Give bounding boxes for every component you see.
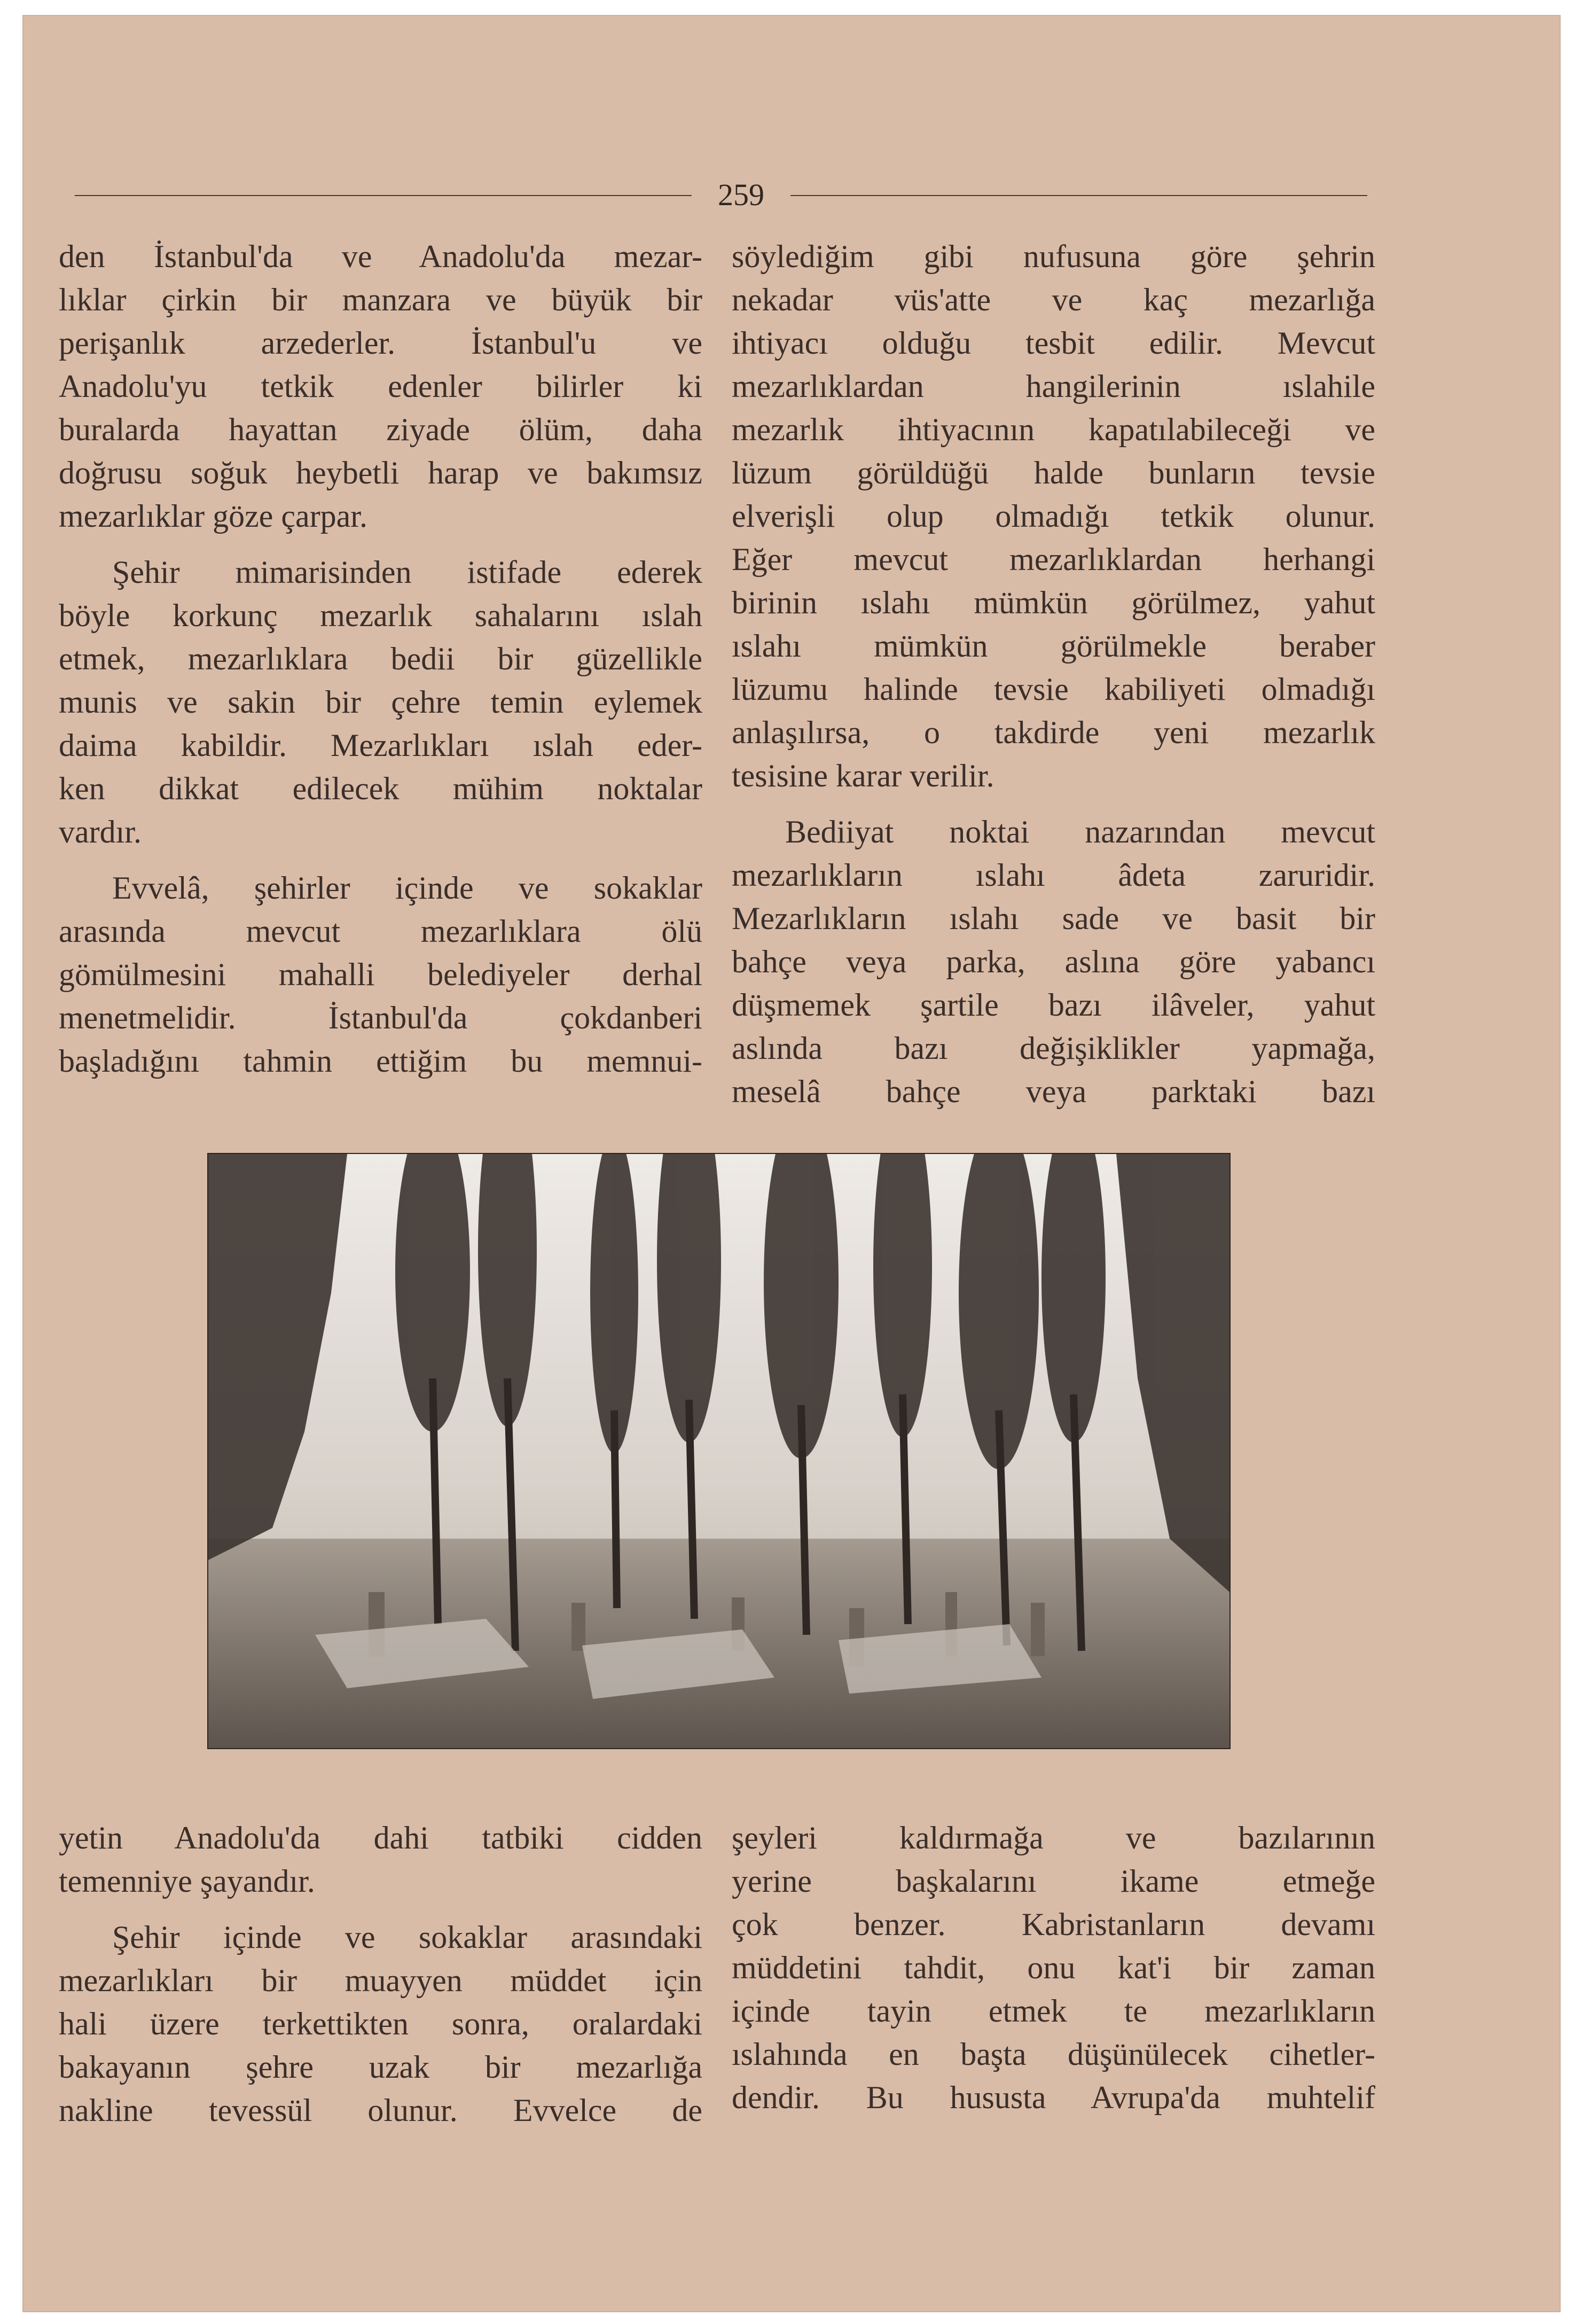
text-line: lüzum görüldüğü halde bunların tevsie: [732, 455, 1375, 490]
page-header: [75, 177, 1367, 212]
text-line: arasında mevcut mezarlıklara ölü: [59, 914, 702, 949]
text-column-bottom-right: [732, 1816, 1375, 2119]
text-line: mezarlıkların ıslahı âdeta zaruridir.: [732, 857, 1375, 893]
text-line: Evvelâ, şehirler içinde ve sokaklar: [112, 870, 702, 906]
cemetery-photograph: [207, 1153, 1231, 1749]
text-line: buralarda hayattan ziyade ölüm, daha: [59, 412, 702, 447]
text-line: Şehir içinde ve sokaklar arasındaki: [112, 1920, 702, 1955]
text-line: şeyleri kaldırmağa ve bazılarının: [732, 1820, 1375, 1855]
text-line: gömülmesini mahalli belediyeler derhal: [59, 957, 702, 992]
text-line: Anadolu'yu tetkik edenler bilirler ki: [59, 369, 702, 404]
text-line: perişanlık arzederler. İstanbul'u ve: [59, 325, 702, 361]
text-line: anlaşılırsa, o takdirde yeni mezarlık: [732, 715, 1375, 750]
text-line: Bediiyat noktai nazarından mevcut: [785, 814, 1375, 849]
text-line: Mezarlıkların ıslahı sade ve basit bir: [732, 901, 1375, 936]
text-line: doğrusu soğuk heybetli harap ve bakımsız: [59, 455, 702, 490]
paragraph-gap: [59, 538, 702, 551]
text-line: temenniye şayandır.: [59, 1863, 315, 1899]
text-line: menetmelidir. İstanbul'da çokdanberi: [59, 1000, 702, 1035]
text-line: ken dikkat edilecek mühim noktalar: [59, 771, 702, 806]
text-line: daima kabildir. Mezarlıkları ıslah eder-: [59, 728, 702, 763]
paragraph-gap: [59, 854, 702, 867]
text-line: ıslahı mümkün görülmekle beraber: [732, 628, 1375, 664]
text-line: müddetini tahdit, onu kat'i bir zaman: [732, 1950, 1375, 1985]
text-line: nakline tevessül olunur. Evvelce de: [59, 2093, 702, 2128]
text-line: yerine başkalarını ikame etmeğe: [732, 1863, 1375, 1899]
text-line: etmek, mezarlıklara bedii bir güzellikle: [59, 641, 702, 676]
text-line: içinde tayin etmek te mezarlıkların: [732, 1993, 1375, 2029]
text-line: dendir. Bu hususta Avrupa'da muhtelif: [732, 2080, 1375, 2115]
text-line: munis ve sakin bir çehre temin eylemek: [59, 684, 702, 720]
header-rule-left: [75, 195, 692, 196]
text-line: çok benzer. Kabristanların devamı: [732, 1907, 1375, 1942]
text-line: mezarlıklar göze çarpar.: [59, 498, 367, 534]
text-line: mezarlıkları bir muayyen müddet için: [59, 1963, 702, 1998]
text-column-bottom-left: [59, 1816, 702, 2132]
text-line: Şehir mimarisinden istifade ederek: [112, 555, 702, 590]
text-line: birinin ıslahı mümkün görülmez, yahut: [732, 585, 1375, 620]
text-line: hali üzere terkettikten sonra, oralardaki: [59, 2006, 702, 2041]
paragraph-gap: [732, 798, 1375, 810]
paragraph-gap: [59, 1903, 702, 1916]
text-line: düşmemek şartile bazı ilâveler, yahut: [732, 987, 1375, 1023]
text-line: lıklar çirkin bir manzara ve büyük bir: [59, 282, 702, 317]
text-line: elverişli olup olmadığı tetkik olunur.: [732, 498, 1375, 534]
text-line: başladığını tahmin ettiğim bu memnui-: [59, 1043, 702, 1079]
text-line: den İstanbul'da ve Anadolu'da mezar-: [59, 239, 702, 274]
text-line: aslında bazı değişiklikler yapmağa,: [732, 1031, 1375, 1066]
text-line: ihtiyacı olduğu tesbit edilir. Mevcut: [732, 325, 1375, 361]
cemetery-photo-image: [208, 1154, 1229, 1748]
text-line: mezarlıklardan hangilerinin ıslahile: [732, 369, 1375, 404]
text-column-top-left: [59, 235, 702, 1083]
text-column-top-right: [732, 235, 1375, 1113]
page-number: 259: [718, 177, 764, 212]
text-line: bakayanın şehre uzak bir mezarlığa: [59, 2049, 702, 2085]
text-line: nekadar vüs'atte ve kaç mezarlığa: [732, 282, 1375, 317]
text-line: mezarlık ihtiyacının kapatılabileceği ve: [732, 412, 1375, 447]
text-line: böyle korkunç mezarlık sahalarını ıslah: [59, 598, 702, 633]
text-line: lüzumu halinde tevsie kabiliyeti olmadığı: [732, 672, 1375, 707]
text-line: bahçe veya parka, aslına göre yabancı: [732, 944, 1375, 979]
text-line: vardır.: [59, 814, 142, 849]
header-rule-right: [790, 195, 1367, 196]
text-line: yetin Anadolu'da dahi tatbiki cidden: [59, 1820, 702, 1855]
text-line: tesisine karar verilir.: [732, 758, 994, 793]
text-line: ıslahında en başta düşünülecek cihetler-: [732, 2037, 1375, 2072]
text-line: meselâ bahçe veya parktaki bazı: [732, 1074, 1375, 1109]
text-line: Eğer mevcut mezarlıklardan herhangi: [732, 542, 1375, 577]
text-line: söylediğim gibi nufusuna göre şehrin: [732, 239, 1375, 274]
